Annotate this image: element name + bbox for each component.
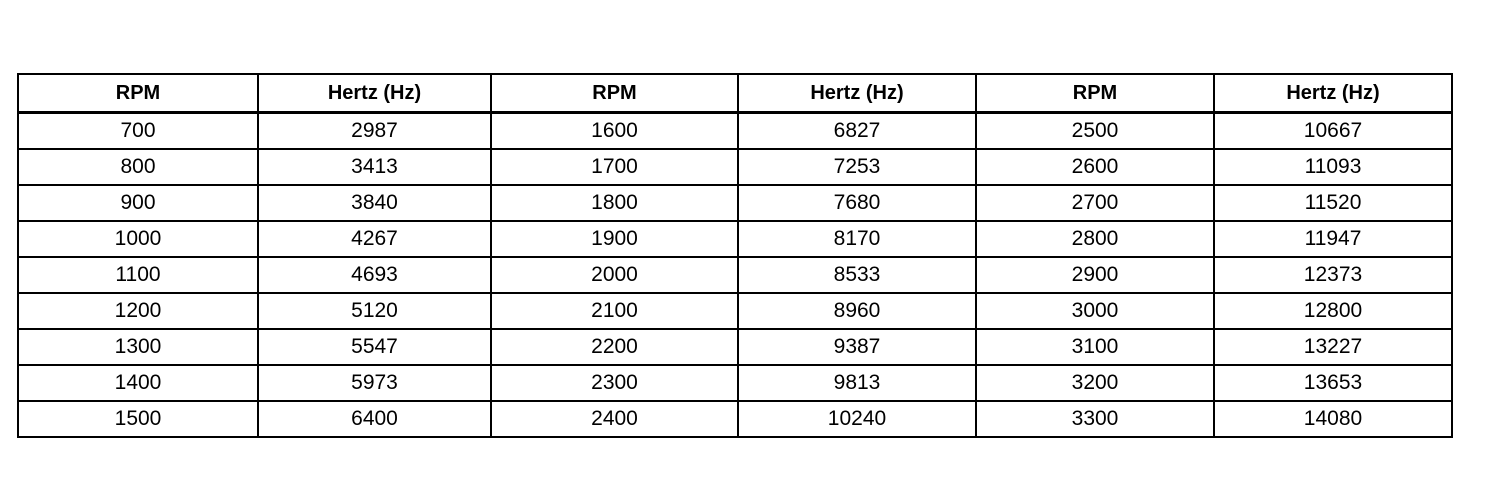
rpm-cell: 2400 <box>491 401 738 437</box>
rpm-cell: 1200 <box>18 293 258 329</box>
hertz-cell: 10667 <box>1214 113 1452 150</box>
hertz-cell: 6827 <box>738 113 976 150</box>
table-header-row <box>18 74 1452 113</box>
rpm-cell: 3200 <box>976 365 1214 401</box>
column-header-rpm-2: RPM <box>491 74 738 113</box>
column-header-rpm-3: RPM <box>976 74 1214 113</box>
rpm-cell: 2100 <box>491 293 738 329</box>
rpm-cell: 700 <box>18 113 258 150</box>
hertz-cell: 8533 <box>738 257 976 293</box>
rpm-cell: 2300 <box>491 365 738 401</box>
rpm-hertz-table <box>17 73 1453 438</box>
hertz-cell: 11520 <box>1214 185 1452 221</box>
hertz-cell: 8960 <box>738 293 976 329</box>
table-row <box>18 113 1452 150</box>
table-row <box>18 293 1452 329</box>
column-header-rpm-1: RPM <box>18 74 258 113</box>
rpm-cell: 3000 <box>976 293 1214 329</box>
rpm-cell: 1100 <box>18 257 258 293</box>
hertz-cell: 3413 <box>258 149 491 185</box>
hertz-cell: 14080 <box>1214 401 1452 437</box>
hertz-cell: 10240 <box>738 401 976 437</box>
table-row <box>18 329 1452 365</box>
hertz-cell: 6400 <box>258 401 491 437</box>
table-row <box>18 401 1452 437</box>
rpm-cell: 2500 <box>976 113 1214 150</box>
table-row <box>18 185 1452 221</box>
rpm-cell: 2000 <box>491 257 738 293</box>
rpm-cell: 1800 <box>491 185 738 221</box>
hertz-cell: 12373 <box>1214 257 1452 293</box>
hertz-cell: 13227 <box>1214 329 1452 365</box>
hertz-cell: 11947 <box>1214 221 1452 257</box>
rpm-cell: 1300 <box>18 329 258 365</box>
rpm-cell: 800 <box>18 149 258 185</box>
table-body <box>18 113 1452 438</box>
hertz-cell: 5120 <box>258 293 491 329</box>
hertz-cell: 11093 <box>1214 149 1452 185</box>
hertz-cell: 7680 <box>738 185 976 221</box>
rpm-cell: 1000 <box>18 221 258 257</box>
hertz-cell: 9387 <box>738 329 976 365</box>
hertz-cell: 5547 <box>258 329 491 365</box>
table-row <box>18 221 1452 257</box>
rpm-cell: 1900 <box>491 221 738 257</box>
rpm-cell: 2200 <box>491 329 738 365</box>
column-header-hertz-3: Hertz (Hz) <box>1214 74 1452 113</box>
table-row <box>18 257 1452 293</box>
rpm-hertz-table-container <box>17 73 1451 438</box>
hertz-cell: 4267 <box>258 221 491 257</box>
table-row <box>18 149 1452 185</box>
rpm-cell: 1400 <box>18 365 258 401</box>
hertz-cell: 3840 <box>258 185 491 221</box>
rpm-cell: 1600 <box>491 113 738 150</box>
rpm-cell: 3300 <box>976 401 1214 437</box>
rpm-cell: 1500 <box>18 401 258 437</box>
column-header-hertz-2: Hertz (Hz) <box>738 74 976 113</box>
hertz-cell: 2987 <box>258 113 491 150</box>
rpm-cell: 2600 <box>976 149 1214 185</box>
rpm-cell: 1700 <box>491 149 738 185</box>
rpm-cell: 3100 <box>976 329 1214 365</box>
rpm-cell: 2900 <box>976 257 1214 293</box>
hertz-cell: 13653 <box>1214 365 1452 401</box>
hertz-cell: 5973 <box>258 365 491 401</box>
rpm-cell: 900 <box>18 185 258 221</box>
hertz-cell: 8170 <box>738 221 976 257</box>
table-row <box>18 365 1452 401</box>
column-header-hertz-1: Hertz (Hz) <box>258 74 491 113</box>
rpm-cell: 2700 <box>976 185 1214 221</box>
hertz-cell: 7253 <box>738 149 976 185</box>
hertz-cell: 9813 <box>738 365 976 401</box>
rpm-cell: 2800 <box>976 221 1214 257</box>
hertz-cell: 4693 <box>258 257 491 293</box>
hertz-cell: 12800 <box>1214 293 1452 329</box>
